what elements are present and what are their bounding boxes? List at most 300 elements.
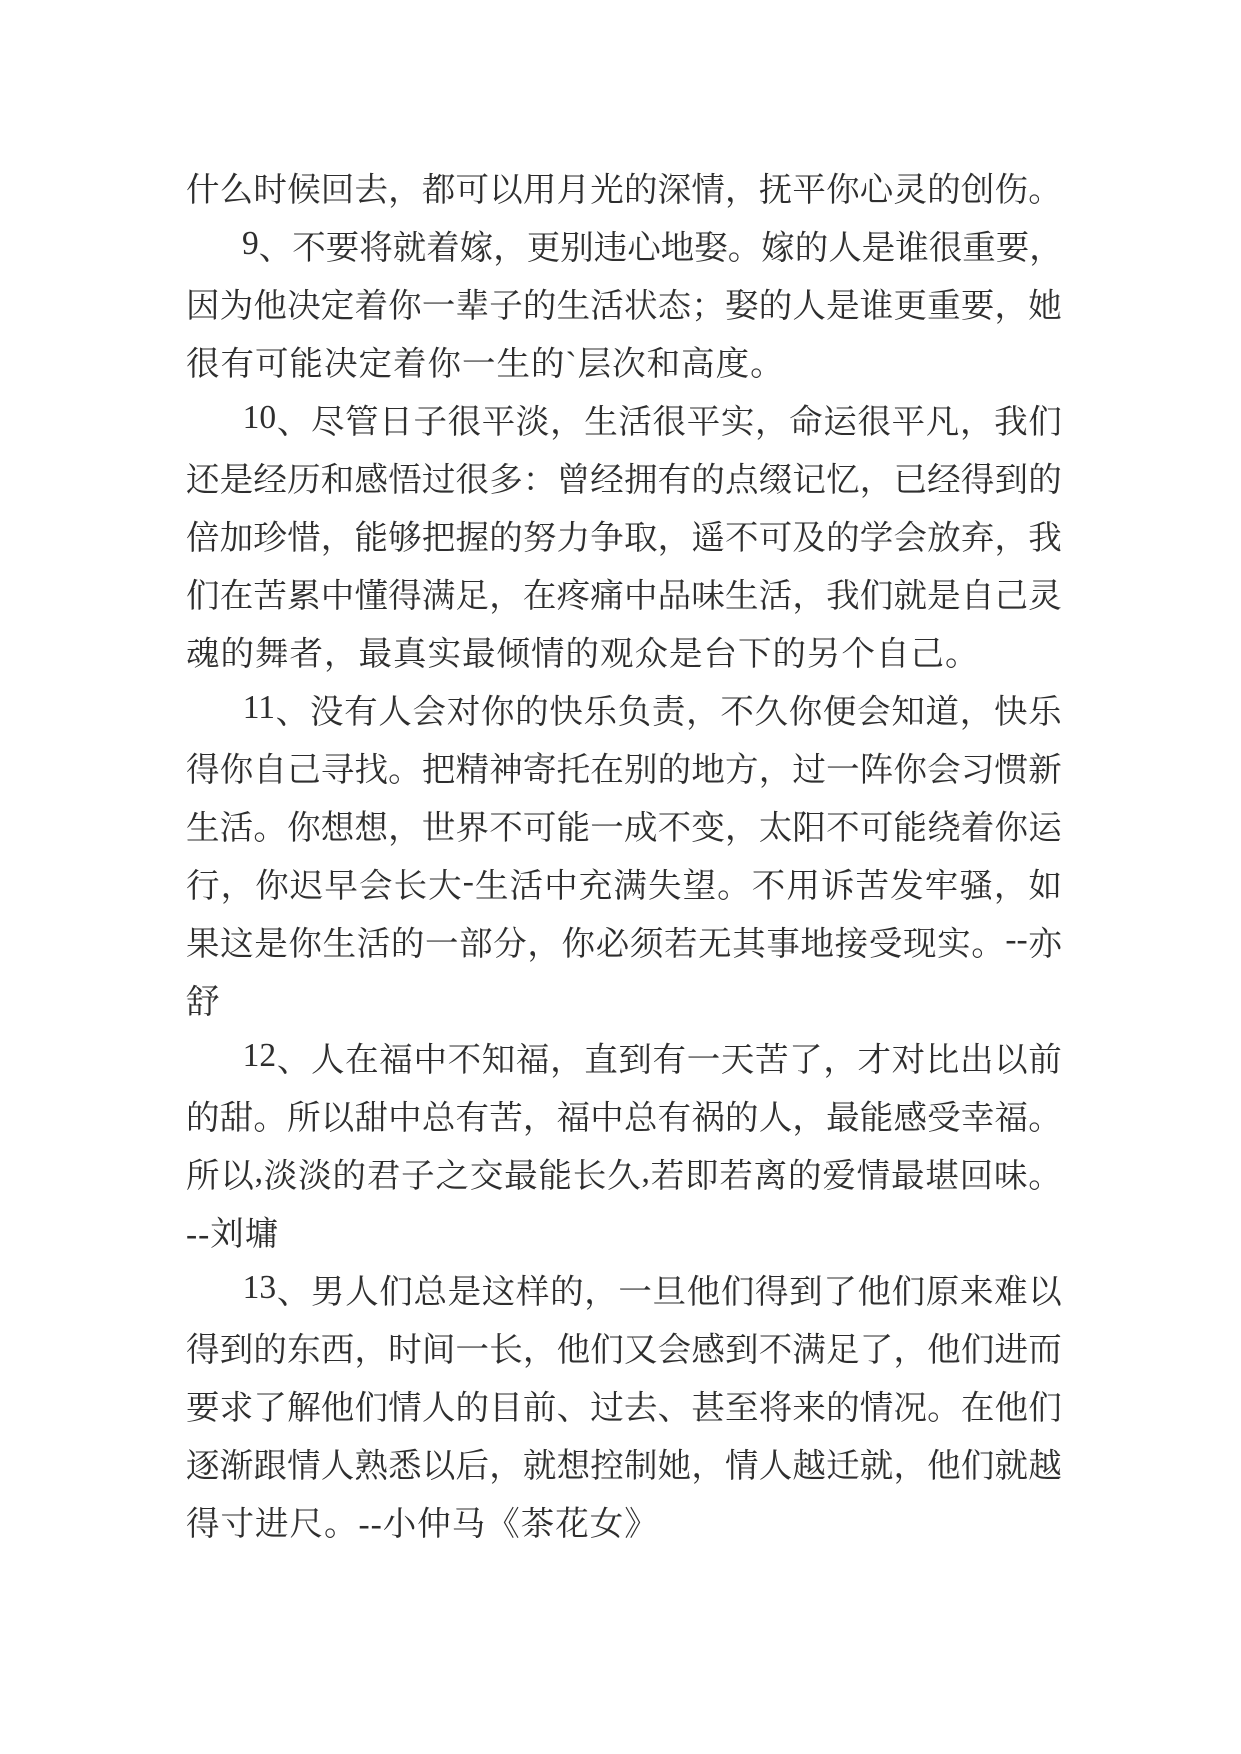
glyph-cell: 着	[354, 287, 388, 325]
glyph-cell: 的	[826, 519, 860, 557]
glyph-cell: 如	[1028, 867, 1062, 905]
glyph-cell: 候	[287, 171, 321, 209]
glyph-cell: 诉	[820, 867, 855, 905]
glyph-cell: 骚	[959, 867, 993, 905]
glyph-cell: 一	[421, 287, 456, 325]
glyph-cell: 娶	[694, 229, 728, 267]
glyph-cell: 更	[893, 287, 927, 325]
glyph-cell: ，	[959, 403, 994, 441]
text-line	[186, 795, 1062, 853]
glyph-cell: 要	[186, 1389, 220, 1427]
glyph-cell: 忆	[826, 461, 860, 499]
glyph-cell: 去	[623, 1389, 658, 1427]
glyph-cell: 寄	[522, 751, 557, 789]
glyph-cell: 人	[758, 1447, 793, 1485]
glyph-cell: 目	[489, 1389, 523, 1427]
glyph-cell: 们	[379, 1273, 413, 1311]
glyph-cell: ，	[489, 577, 523, 615]
glyph-cell: ，	[686, 693, 720, 731]
glyph-cell: 能	[354, 519, 388, 557]
glyph-cell: 别	[560, 229, 594, 267]
glyph-cell: 亦	[1028, 925, 1062, 963]
glyph-cell: 曾	[556, 461, 591, 499]
glyph-cell: 到	[789, 1273, 823, 1311]
glyph-cell: 总	[623, 1099, 658, 1137]
glyph-cell: 努	[522, 519, 557, 557]
glyph-cell: 更	[526, 229, 561, 267]
glyph-cell: 阳	[792, 809, 826, 847]
glyph-cell: 。	[1028, 171, 1062, 209]
glyph-cell: 久	[607, 1157, 641, 1195]
glyph-cell: 是	[927, 577, 961, 615]
glyph-cell: 深	[657, 171, 692, 209]
glyph-cell: 所	[287, 1099, 321, 1137]
glyph-cell: ，	[893, 1331, 927, 1369]
glyph-cell: 点	[725, 461, 759, 499]
glyph-cell: 是	[254, 925, 288, 963]
glyph-cell: ，	[388, 809, 422, 847]
glyph-cell: ，	[527, 925, 561, 963]
glyph-cell: 你	[480, 693, 515, 731]
text-line	[186, 389, 1062, 447]
glyph-cell: 到	[725, 1331, 759, 1369]
glyph-cell: 福	[994, 1099, 1028, 1137]
glyph-cell: 的	[758, 287, 793, 325]
glyph-cell: 方	[725, 751, 759, 789]
glyph-cell: 是	[826, 287, 860, 325]
glyph-cell: 灵	[893, 171, 927, 209]
glyph-cell: 长	[572, 1157, 607, 1195]
glyph-cell: 味	[691, 577, 725, 615]
glyph-cell: 的	[550, 1273, 584, 1311]
glyph-cell: 有	[455, 1099, 489, 1137]
glyph-cell: 定	[320, 287, 355, 325]
glyph-cell: 快	[993, 693, 1028, 731]
glyph-cell: 情	[388, 1389, 422, 1427]
glyph-cell: 甚	[691, 1389, 725, 1427]
glyph-cell: ，	[893, 1447, 927, 1485]
glyph-cell: 生	[475, 867, 509, 905]
glyph-cell: 了	[823, 1273, 857, 1311]
glyph-cell: 子	[401, 1157, 435, 1195]
glyph-cell: 她	[1028, 287, 1062, 325]
glyph-cell: 实	[937, 925, 971, 963]
glyph-cell: ，	[320, 519, 355, 557]
glyph-cell: 情	[287, 1447, 321, 1485]
glyph-cell: 行	[186, 867, 220, 905]
glyph-cell: 受	[868, 925, 903, 963]
glyph-cell: 痛	[590, 577, 624, 615]
glyph-cell: 他	[927, 1447, 961, 1485]
glyph-cell: 悉	[388, 1447, 422, 1485]
glyph-cell: 回	[320, 171, 355, 209]
text-block	[186, 157, 1062, 1549]
glyph-cell: 托	[556, 751, 591, 789]
glyph-cell: 12	[242, 1037, 277, 1074]
glyph-cell: 很	[455, 461, 489, 499]
glyph-cell: 疼	[556, 577, 591, 615]
glyph-cell: 平	[686, 403, 721, 441]
glyph-cell: 我	[1028, 519, 1062, 557]
glyph-cell: ，	[792, 577, 826, 615]
glyph-cell: 苦	[855, 867, 890, 905]
glyph-cell: 可	[758, 519, 793, 557]
glyph-cell: 把	[421, 751, 456, 789]
glyph-cell: 的	[455, 1389, 489, 1427]
glyph-cell: 嫁	[459, 229, 494, 267]
glyph-cell: 将	[359, 229, 393, 267]
glyph-cell: 他	[320, 1389, 355, 1427]
glyph-cell: 地	[800, 925, 835, 963]
glyph-cell: 一	[826, 751, 860, 789]
glyph-cell: 不	[826, 809, 860, 847]
glyph-cell: 原	[925, 1273, 960, 1311]
glyph-cell: 活	[509, 867, 544, 905]
glyph-cell: 你	[788, 693, 823, 731]
glyph-cell: 得	[388, 577, 422, 615]
glyph-cell: ，	[584, 1273, 618, 1311]
glyph-cell: 的	[332, 1157, 367, 1195]
glyph-cell: 了	[789, 1041, 823, 1079]
glyph-cell: 别	[623, 751, 658, 789]
glyph-cell: 交	[469, 1157, 504, 1195]
glyph-cell: 总	[413, 1273, 447, 1311]
glyph-cell: 缀	[758, 461, 793, 499]
glyph-cell: 不	[292, 229, 326, 267]
glyph-cell: 能	[893, 809, 927, 847]
glyph-cell: 把	[421, 519, 456, 557]
glyph-cell: 灵	[1028, 577, 1062, 615]
glyph-cell: 新	[1028, 751, 1062, 789]
glyph-cell: 甜	[219, 1099, 254, 1137]
glyph-cell: 就	[893, 577, 927, 615]
glyph-cell: 男	[310, 1273, 345, 1311]
glyph-cell: 来	[959, 1273, 994, 1311]
glyph-cell: 苦	[755, 1041, 789, 1079]
glyph-cell: 们	[960, 1331, 995, 1369]
glyph-cell: 过	[590, 1389, 624, 1427]
glyph-cell: ，	[993, 867, 1028, 905]
text-line	[186, 1259, 1062, 1317]
glyph-cell: 可	[522, 809, 557, 847]
glyph-cell: 负	[617, 693, 652, 731]
glyph-cell: 己	[994, 577, 1028, 615]
glyph-cell: ，	[725, 171, 759, 209]
glyph-cell: 你	[288, 925, 322, 963]
glyph-cell: 实	[720, 403, 755, 441]
glyph-cell: 东	[287, 1331, 321, 1369]
glyph-cell: 情	[856, 1157, 891, 1195]
glyph-cell: 足	[826, 1331, 860, 1369]
glyph-cell: 至	[725, 1389, 759, 1427]
glyph-cell: 的	[623, 171, 658, 209]
glyph-cell: 后	[455, 1447, 489, 1485]
glyph-cell: 能	[556, 809, 591, 847]
text-line	[186, 447, 1062, 505]
glyph-cell: 珍	[253, 519, 287, 557]
glyph-cell: 日	[379, 403, 413, 441]
glyph-cell: 接	[834, 925, 869, 963]
glyph-cell: 生	[322, 925, 357, 963]
glyph-cell: 。	[727, 229, 762, 267]
glyph-cell: 解	[287, 1389, 321, 1427]
glyph-cell: 情	[859, 1389, 894, 1427]
glyph-cell: 以	[421, 1447, 456, 1485]
glyph-cell: 知	[891, 693, 925, 731]
glyph-cell: 很	[857, 403, 891, 441]
glyph-cell: 分	[493, 925, 527, 963]
glyph-cell: 长	[393, 867, 428, 905]
glyph-cell: 的	[1028, 461, 1062, 499]
glyph-cell: 心	[859, 171, 894, 209]
glyph-cell: 会	[358, 867, 393, 905]
glyph-cell: 的	[522, 287, 557, 325]
glyph-cell: 将	[758, 1389, 793, 1427]
glyph-cell: 已	[893, 461, 927, 499]
glyph-cell: 可	[455, 171, 489, 209]
glyph-cell: 、	[275, 693, 310, 731]
glyph-cell: 是	[447, 1273, 482, 1311]
glyph-cell: 满	[792, 1331, 826, 1369]
glyph-cell: 即	[685, 1157, 719, 1195]
glyph-cell: 拥	[623, 461, 658, 499]
glyph-cell: 态	[657, 287, 692, 325]
glyph-cell: 、	[276, 1041, 311, 1079]
glyph-cell: 她	[657, 1447, 692, 1485]
glyph-cell: 你	[994, 809, 1028, 847]
glyph-cell: 时	[253, 171, 287, 209]
glyph-cell: 你	[561, 925, 596, 963]
glyph-cell: 月	[556, 171, 591, 209]
glyph-cell: 懂	[354, 577, 388, 615]
glyph-cell: 活	[758, 577, 793, 615]
glyph-cell: 淡	[263, 1157, 298, 1195]
glyph-cell: ，	[220, 867, 255, 905]
glyph-cell: 现	[902, 925, 937, 963]
glyph-cell: 光	[590, 171, 624, 209]
glyph-cell: 而	[1028, 1331, 1062, 1369]
text-line: 很有可能决定着你一生的`层次和高度。	[186, 345, 785, 383]
text-line	[186, 505, 1062, 563]
glyph-cell: 想	[556, 1447, 591, 1485]
glyph-cell: 旦	[652, 1273, 687, 1311]
glyph-cell: 迁	[826, 1447, 860, 1485]
glyph-cell: 惯	[994, 751, 1028, 789]
glyph-cell: 找	[354, 751, 388, 789]
glyph-cell: 逐	[186, 1447, 220, 1485]
glyph-cell: 平	[481, 403, 516, 441]
glyph-cell: 便	[822, 693, 857, 731]
glyph-cell: 责	[651, 693, 686, 731]
glyph-cell: 能	[859, 1099, 894, 1137]
glyph-cell: 过	[421, 461, 456, 499]
glyph-cell: 创	[960, 171, 995, 209]
glyph-cell: ,	[254, 1153, 264, 1190]
glyph-cell: 是	[219, 461, 254, 499]
glyph-cell: 受	[927, 1099, 961, 1137]
glyph-cell: ：	[522, 461, 557, 499]
glyph-cell: 不	[447, 1041, 482, 1079]
glyph-cell: 对	[446, 693, 481, 731]
glyph-cell: 若	[650, 1157, 685, 1195]
glyph-cell: 惜	[287, 519, 321, 557]
glyph-cell: 取	[623, 519, 658, 557]
glyph-cell: 运	[823, 403, 857, 441]
glyph-cell: 娶	[725, 287, 759, 325]
text-line	[186, 679, 1062, 737]
glyph-cell: 进	[994, 1331, 1028, 1369]
glyph-cell: 平	[891, 403, 926, 441]
glyph-cell: 跟	[253, 1447, 287, 1485]
glyph-cell: 有	[657, 461, 692, 499]
glyph-cell: 在	[522, 577, 557, 615]
glyph-cell: 的	[794, 229, 829, 267]
glyph-cell: 间	[421, 1331, 456, 1369]
glyph-cell: 其	[732, 925, 766, 963]
glyph-cell: 够	[388, 519, 422, 557]
glyph-cell: ，	[994, 519, 1028, 557]
glyph-cell: 福	[515, 1041, 550, 1079]
glyph-cell: 他	[253, 287, 287, 325]
glyph-cell: 你	[287, 809, 321, 847]
glyph-cell: ，	[823, 1041, 857, 1079]
glyph-cell: 什	[186, 171, 220, 209]
glyph-cell: 他	[927, 1331, 961, 1369]
glyph-cell: ，	[550, 403, 584, 441]
glyph-cell: 时	[388, 1331, 422, 1369]
glyph-cell: 活	[356, 925, 391, 963]
glyph-cell: 悟	[388, 461, 422, 499]
glyph-cell: 用	[522, 171, 557, 209]
glyph-cell: 有	[344, 693, 378, 731]
glyph-cell: 人	[421, 1389, 456, 1427]
glyph-cell: 得	[186, 1331, 220, 1369]
glyph-cell: 制	[623, 1447, 658, 1485]
glyph-cell: 牢	[924, 867, 959, 905]
glyph-cell: 生	[584, 403, 618, 441]
glyph-cell: 你	[255, 867, 289, 905]
glyph-cell: ，	[959, 693, 994, 731]
glyph-cell: ，	[725, 809, 759, 847]
glyph-cell: 活	[219, 809, 254, 847]
glyph-cell: ，	[755, 403, 789, 441]
glyph-cell: 道	[925, 693, 960, 731]
glyph-cell: 活	[590, 287, 624, 325]
glyph-cell: 子	[413, 403, 447, 441]
glyph-cell: ，	[792, 1099, 826, 1137]
glyph-cell: ，	[489, 1447, 523, 1485]
glyph-cell: 充	[578, 867, 613, 905]
glyph-cell: 们	[590, 1331, 624, 1369]
glyph-cell: 会	[412, 693, 446, 731]
glyph-cell: 不	[758, 1331, 793, 1369]
glyph-cell: 们	[891, 1273, 926, 1311]
glyph-cell: 果	[186, 925, 220, 963]
glyph-cell: 品	[657, 577, 692, 615]
glyph-cell: 管	[345, 403, 379, 441]
glyph-cell: 9	[242, 225, 259, 262]
glyph-cell: 人	[378, 693, 412, 731]
text-line	[186, 157, 1062, 215]
glyph-cell: 味	[993, 1157, 1028, 1195]
glyph-cell: 祸	[691, 1099, 725, 1137]
glyph-cell: 望	[682, 867, 717, 905]
glyph-cell: 情	[691, 171, 725, 209]
text-line: 舒	[186, 983, 221, 1021]
glyph-cell: 世	[421, 809, 456, 847]
first-line-indent	[186, 1288, 242, 1289]
glyph-cell: 会	[893, 519, 927, 557]
glyph-cell: 就	[994, 1447, 1028, 1485]
glyph-cell: ，	[691, 1447, 725, 1485]
glyph-cell: 的	[725, 1099, 759, 1137]
glyph-cell: 君	[366, 1157, 401, 1195]
glyph-cell: 。	[927, 1389, 961, 1427]
glyph-cell: 以	[220, 1157, 254, 1195]
glyph-cell: ,	[641, 1153, 650, 1190]
glyph-cell: 中	[320, 577, 355, 615]
glyph-cell: 福	[556, 1099, 591, 1137]
glyph-cell: 么	[219, 171, 254, 209]
glyph-cell: 他	[686, 1273, 721, 1311]
glyph-cell: 们	[859, 577, 894, 615]
glyph-cell: 平	[792, 171, 826, 209]
glyph-cell: 争	[590, 519, 624, 557]
glyph-cell: 违	[593, 229, 628, 267]
glyph-cell: 有	[657, 1099, 692, 1137]
glyph-cell: 天	[720, 1041, 755, 1079]
glyph-cell: 会	[927, 751, 961, 789]
text-line	[186, 273, 1062, 331]
text-line	[186, 737, 1062, 795]
glyph-cell: 还	[186, 461, 220, 499]
glyph-cell: 寻	[320, 751, 355, 789]
glyph-cell: 比	[925, 1041, 960, 1079]
glyph-cell: 到	[994, 461, 1028, 499]
glyph-cell: 这	[481, 1273, 516, 1311]
glyph-cell: 们	[720, 1273, 755, 1311]
glyph-cell: 一	[424, 925, 459, 963]
glyph-cell: 们	[186, 577, 220, 615]
glyph-cell: 11	[242, 689, 275, 726]
glyph-cell: 越	[1028, 1447, 1062, 1485]
glyph-cell: 要	[325, 229, 360, 267]
glyph-cell: 成	[623, 809, 658, 847]
glyph-cell: 爱	[822, 1157, 856, 1195]
glyph-cell: 样	[515, 1273, 550, 1311]
glyph-cell: 渐	[219, 1447, 254, 1485]
glyph-cell: 因	[186, 287, 220, 325]
glyph-cell: 倍	[186, 519, 220, 557]
glyph-cell: 生	[186, 809, 220, 847]
glyph-cell: 心	[627, 229, 661, 267]
glyph-cell: 了	[253, 1389, 287, 1427]
glyph-cell: 若	[663, 925, 698, 963]
text-line	[186, 853, 1062, 911]
glyph-cell: 精	[455, 751, 489, 789]
glyph-cell: 遥	[691, 519, 725, 557]
glyph-cell: 得	[755, 1273, 789, 1311]
glyph-cell: 谁	[895, 229, 929, 267]
glyph-cell: 事	[766, 925, 800, 963]
text-line: --刘墉	[186, 1215, 280, 1253]
glyph-cell: 早	[324, 867, 358, 905]
glyph-cell: 绕	[927, 809, 961, 847]
glyph-cell: 发	[890, 867, 924, 905]
glyph-cell: 人	[310, 1041, 345, 1079]
glyph-cell: 很	[447, 403, 482, 441]
glyph-cell: 谁	[859, 287, 894, 325]
